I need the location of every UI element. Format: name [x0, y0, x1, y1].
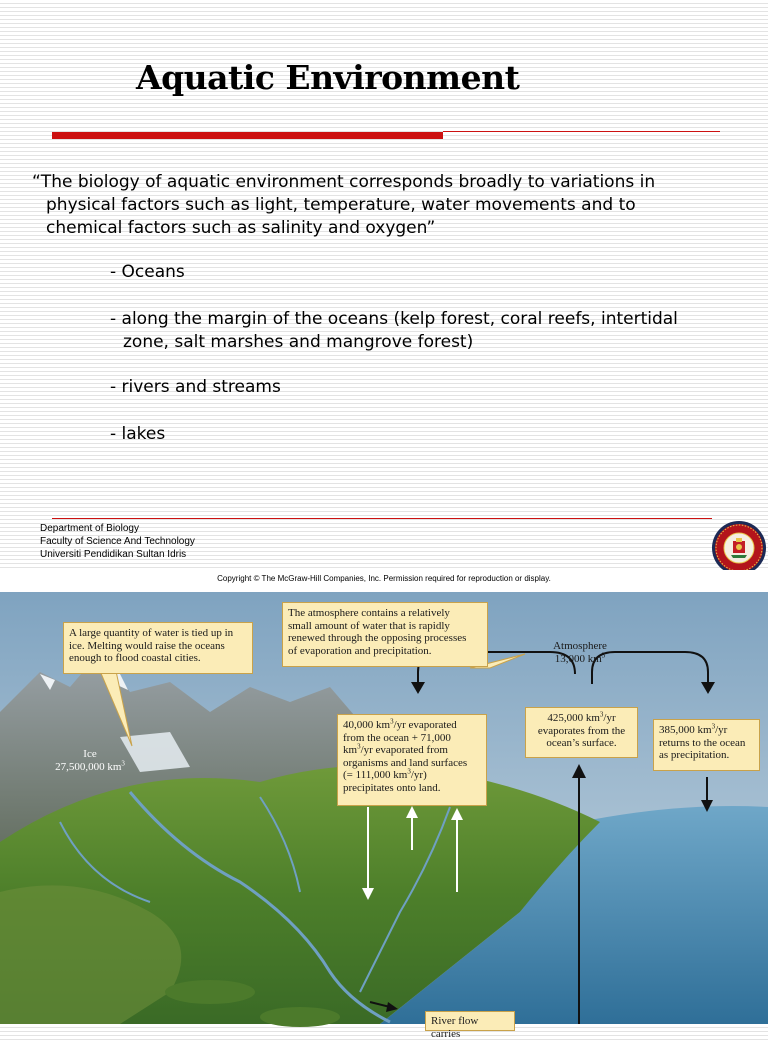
land-precipitation-caption — [337, 714, 487, 806]
atmosphere-name: Atmosphere — [553, 640, 607, 652]
caption-line: evaporates from the — [537, 724, 626, 737]
caption-line: from the ocean + 71,000 — [343, 731, 451, 744]
list-item-text: - Oceans — [110, 262, 185, 282]
caption-line: 385,000 $km^3/yr$ — [659, 722, 728, 736]
footer-faculty: Faculty of Science And Technology — [40, 536, 195, 547]
caption-line: (= 111,000 $km^3/yr$) — [343, 767, 427, 781]
ice-label — [30, 748, 150, 774]
caption-line: 425,000 $km^3/yr$ — [547, 710, 616, 724]
caption-line: returns to the ocean — [659, 736, 746, 749]
footer-university: Universiti Pendidikan Sultan Idris — [40, 549, 187, 560]
list-item-lakes — [110, 423, 165, 446]
footer-department: Department of Biology — [40, 523, 139, 534]
atmosphere-volume: 13,000 $km^3$ — [554, 651, 606, 665]
title-underline-thin — [443, 131, 720, 132]
river-flow-caption — [425, 1011, 515, 1040]
list-item-text: - lakes — [110, 424, 166, 444]
footer-institution — [40, 522, 195, 561]
ice-caption — [63, 622, 253, 674]
ocean-evaporation-caption — [525, 707, 638, 758]
list-item-text: - rivers and streams — [110, 377, 281, 397]
caption-line: as precipitation. — [659, 749, 730, 761]
water-cycle-figure — [0, 570, 768, 1040]
slide-title: Aquatic Environment — [136, 58, 520, 97]
caption-line: enough to flood coastal cities. — [69, 652, 201, 664]
university-seal-logo — [711, 520, 767, 576]
caption-line: of evaporation and precipitation. — [288, 644, 432, 657]
list-item-ocean-margins — [110, 308, 678, 354]
footer-divider — [52, 518, 712, 519]
atmosphere-caption — [282, 602, 488, 667]
list-item-oceans — [110, 261, 185, 284]
quote-paragraph — [32, 171, 762, 240]
title-underline-thick — [52, 132, 443, 139]
quote-line-3: chemical factors such as salinity and oxygen” — [46, 218, 436, 238]
caption-line: $km^3/yr$ evaporated from — [343, 742, 448, 756]
quote-line-2: physical factors such as light, temperature, water movements and to — [46, 195, 636, 215]
caption-line: precipitates onto land. — [343, 781, 441, 794]
caption-line: River flow carries — [431, 1015, 479, 1040]
quote-line-1: “The biology of aquatic environment corresponds broadly to variations in — [32, 172, 656, 192]
list-item-rivers — [110, 376, 281, 399]
copyright-notice: Copyright © The McGraw-Hill Companies, Inc. Permission required for reproduction or display. — [217, 574, 551, 583]
caption-line: small amount of water that is rapidly — [288, 619, 450, 632]
ice-name: Ice — [83, 748, 97, 760]
ice-volume: 27,500,000 $km^3$ — [55, 759, 125, 773]
list-item-text: - along the margin of the oceans (kelp forest, coral reefs, intertidal — [110, 309, 678, 329]
list-item-text-continued: zone, salt marshes and mangrove forest) — [123, 332, 474, 352]
caption-line: ice. Melting would raise the oceans — [69, 639, 225, 652]
ocean-precipitation-caption — [653, 719, 760, 771]
caption-line: ocean’s surface. — [546, 737, 617, 749]
caption-line: renewed through the opposing processes — [288, 632, 467, 644]
caption-line: A large quantity of water is tied up in — [69, 627, 234, 639]
caption-line: The atmosphere contains a relatively — [288, 607, 450, 619]
caption-line: 40,000 $km^3/yr$ evaporated — [343, 717, 457, 731]
caption-line: organisms and land surfaces — [343, 756, 468, 769]
atmosphere-label — [530, 640, 630, 666]
